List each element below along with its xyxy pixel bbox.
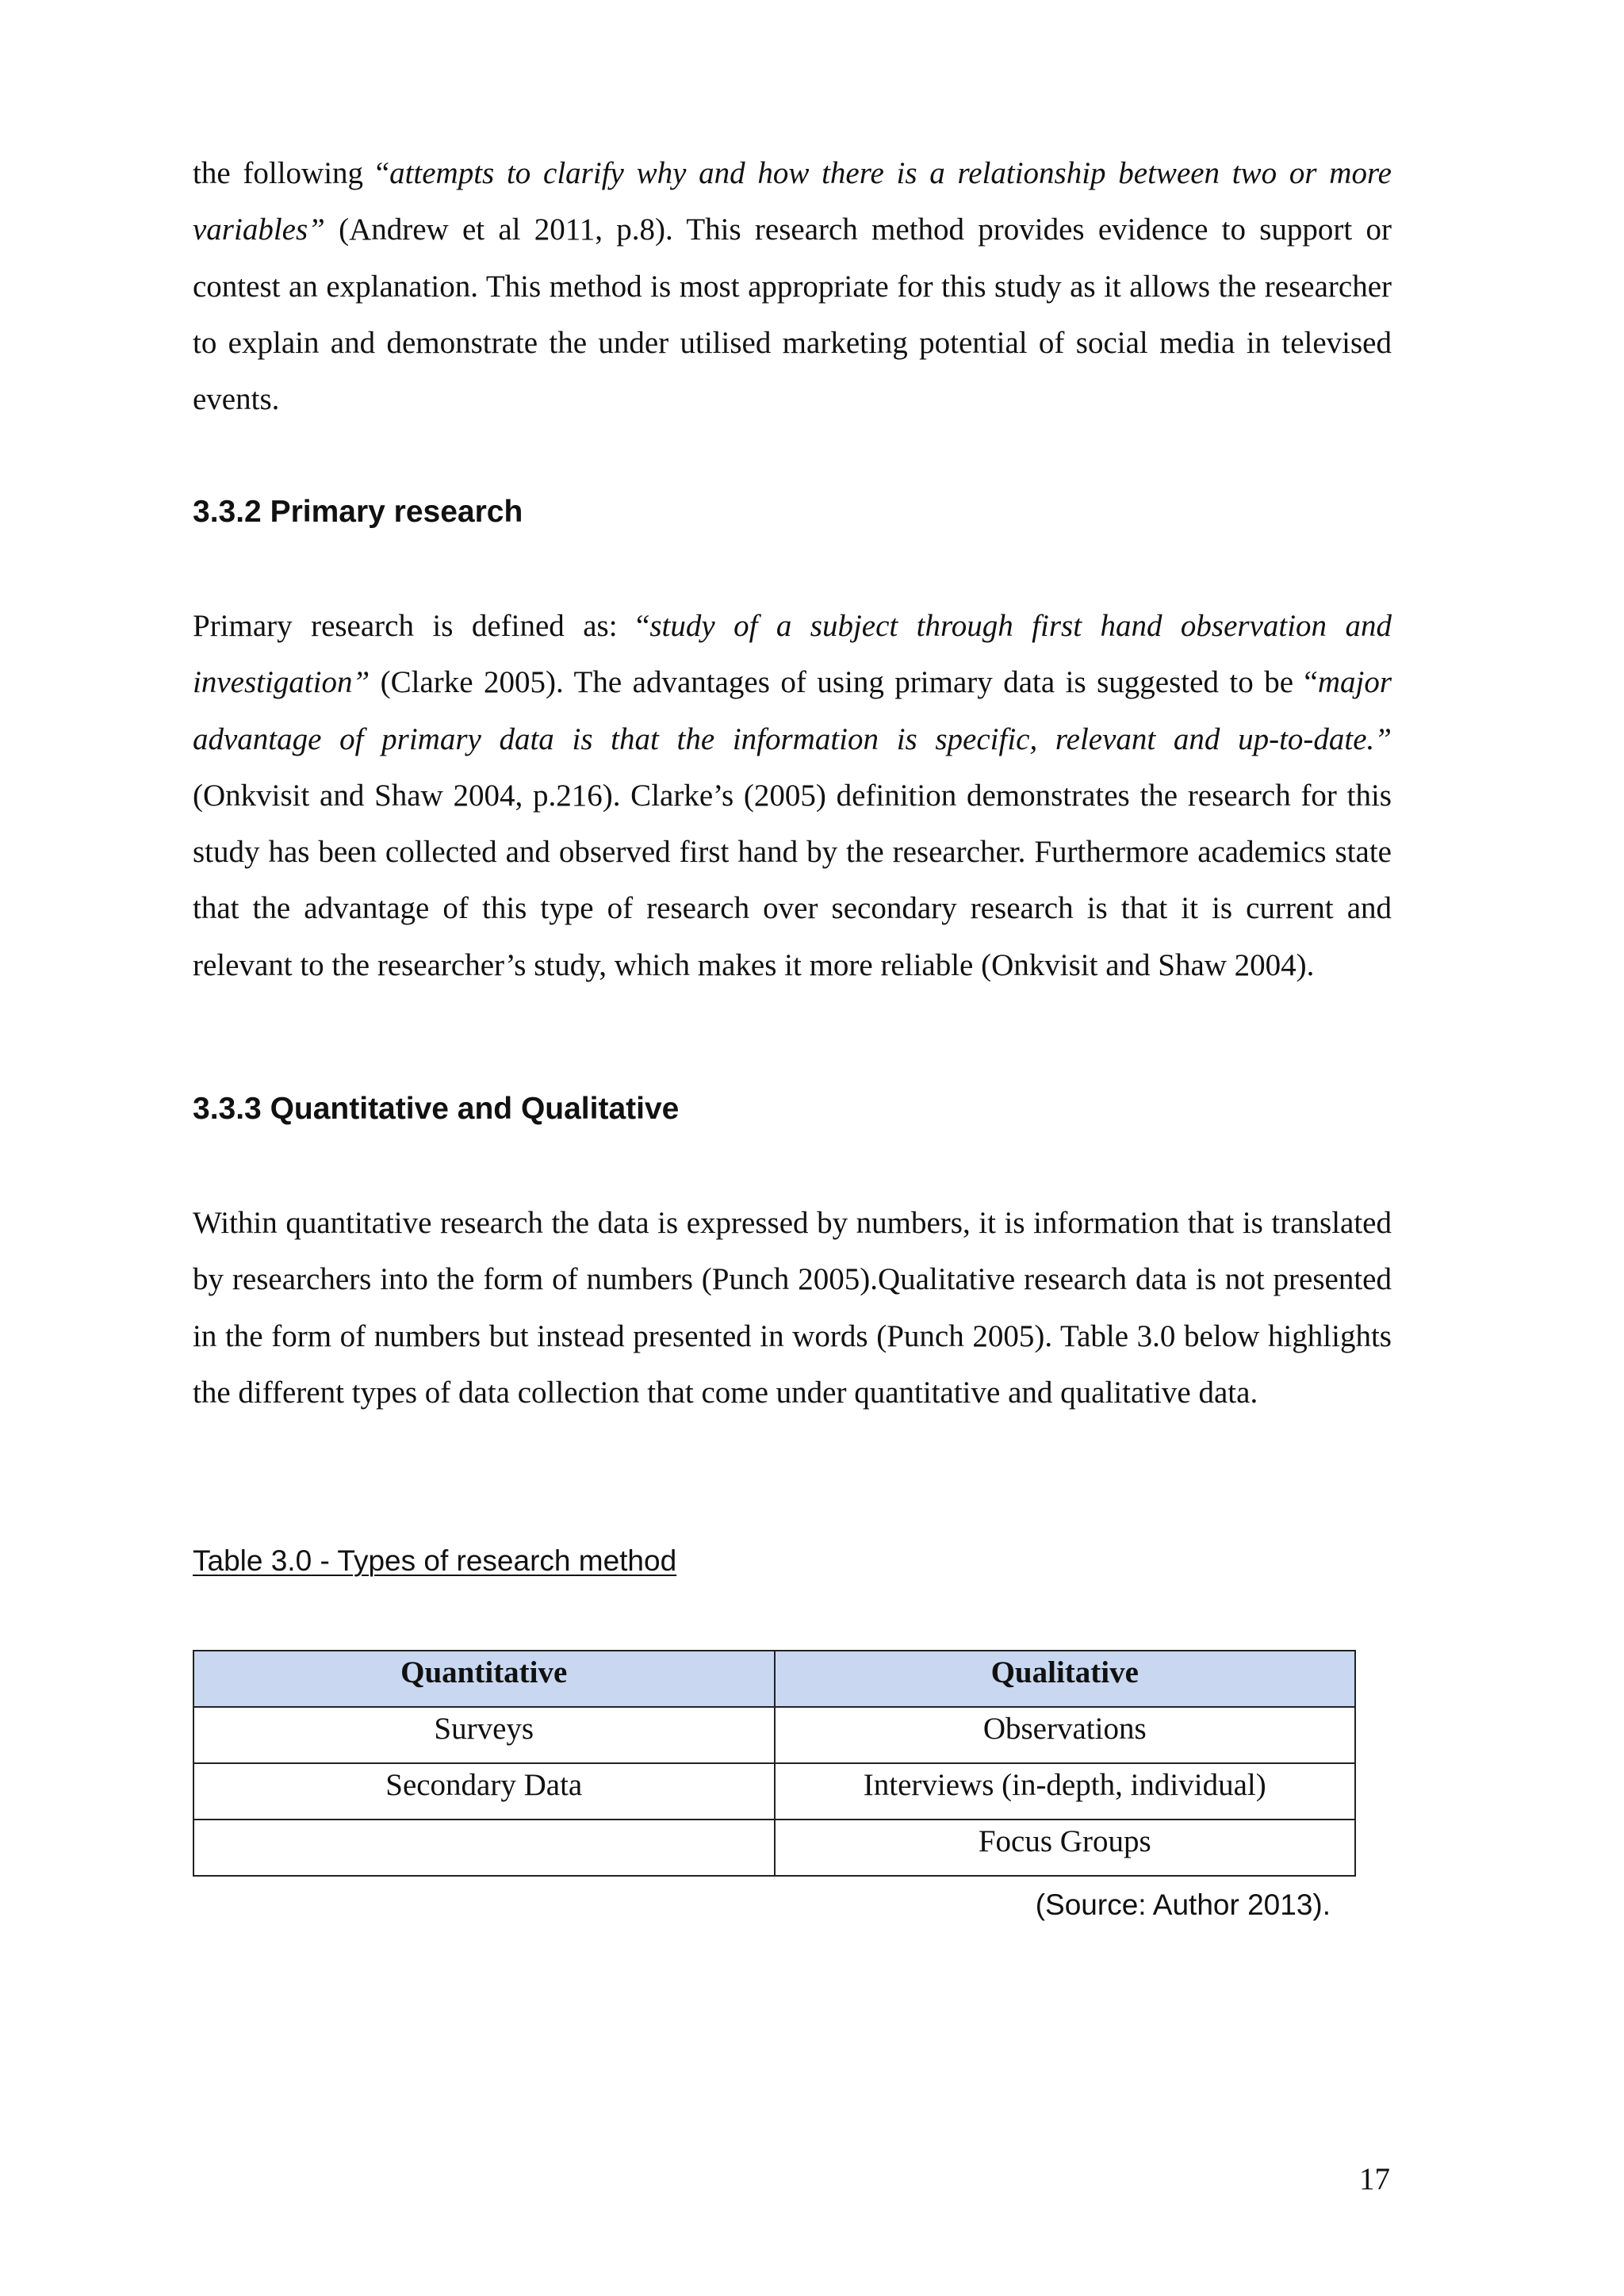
- table-cell: Observations: [775, 1707, 1356, 1763]
- table-cell: Secondary Data: [193, 1763, 775, 1820]
- column-header-quantitative: Quantitative: [193, 1651, 775, 1707]
- paragraph-text: (Andrew et al 2011, p.8). This research method provides evidence to support or contest an explanation. This method is most appropriate for this study as it allows the researcher to explain and demonstrate the under utilised marketing potential of social media in televised events.: [193, 212, 1392, 417]
- paragraph-text: the following “: [193, 156, 390, 190]
- table-cell: [193, 1820, 775, 1876]
- table-cell: Interviews (in-depth, individual): [775, 1763, 1356, 1820]
- research-methods-table: [193, 1650, 1356, 1877]
- paragraph-text: Primary research is defined as: “: [193, 609, 650, 643]
- page-number: 17: [1359, 2162, 1390, 2196]
- table-caption: Table 3.0 - Types of research method: [193, 1544, 677, 1577]
- paragraph-primary-research: [193, 598, 1392, 993]
- paragraph-text: (Onkvisit and Shaw 2004, p.216). Clarke’s (2005) definition demonstrates the research for this study has been collected and observed first hand by the researcher. Furthermore academics state that the advantage of this type of research over secondary research is that it is current and relevant to the researcher’s study, which makes it more reliable (Onkvisit and Shaw 2004).: [193, 778, 1392, 982]
- paragraph-quantitative-qualitative: Within quantitative research the data is expressed by numbers, it is information that is translated by researchers into the form of numbers (Punch 2005).Qualitative research data is not presented in the form of numbers but instead presented in words (Punch 2005). Table 3.0 below highlights the different types of data collection that come under quantitative and qualitative data.: [193, 1206, 1392, 1410]
- quote-onkvisit: major advantage of primary data is that the information is specific, relevant and up-to-date.”: [193, 665, 1392, 756]
- paragraph-text: (Clarke 2005). The advantages of using primary data is suggested to be “: [370, 665, 1318, 700]
- table-row: [193, 1707, 1355, 1763]
- table-cell: Focus Groups: [775, 1820, 1356, 1876]
- section-heading-quantitative-qualitative: 3.3.3 Quantitative and Qualitative: [193, 1092, 680, 1126]
- paragraph-research-method: [193, 145, 1392, 427]
- table-row: [193, 1820, 1355, 1876]
- table-source: (Source: Author 2013).: [1035, 1888, 1331, 1921]
- column-header-qualitative: Qualitative: [775, 1651, 1356, 1707]
- table-cell: Surveys: [193, 1707, 775, 1763]
- quote-clarke: study of a subject through first hand observation and investigation”: [193, 609, 1392, 700]
- table-header-row: [193, 1651, 1355, 1707]
- quote-andrew: attempts to clarify why and how there is a relationship between two or more variables”: [193, 156, 1392, 247]
- section-heading-primary-research: 3.3.2 Primary research: [193, 495, 523, 529]
- table-row: [193, 1763, 1355, 1820]
